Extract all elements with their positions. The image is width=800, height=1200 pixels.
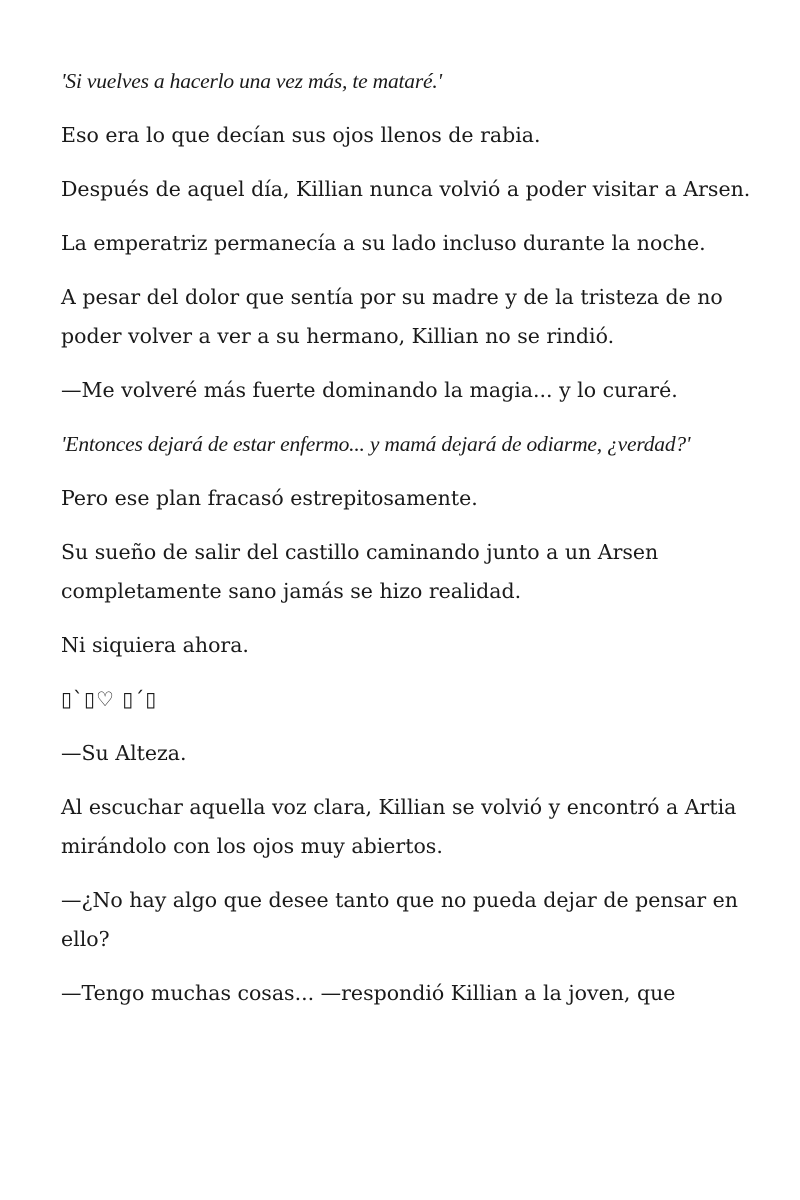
dialogue-2: —Su Alteza. (61, 741, 187, 765)
italic-thought-1: 'Si vuelves a hacerlo una vez más, te mataré.' (61, 69, 442, 93)
paragraph-6: Su sueño de salir del castillo caminando junto a un Arsen completamente sano jamás se hizo realidad. (61, 540, 659, 603)
paragraph-1: Eso era lo que decían sus ojos llenos de rabia. (61, 123, 541, 147)
dialogue-3: —¿No hay algo que desee tanto que no pueda dejar de pensar en ello? (61, 888, 738, 951)
dialogue-1: —Me volveré más fuerte dominando la magia... y lo curaré. (61, 378, 678, 402)
paragraph-3: La emperatriz permanecía a su lado incluso durante la noche. (61, 231, 706, 255)
italic-thought-2: 'Entonces dejará de estar enfermo... y mamá dejará de odiarme, ¿verdad?' (61, 432, 691, 456)
paragraph-4: A pesar del dolor que sentía por su madre y de la tristeza de no poder volver a ver a su hermano, Killian no se rindió. (61, 285, 723, 348)
paragraph-7: Ni siquiera ahora. (61, 633, 249, 657)
dialogue-4: —Tengo muchas cosas... —respondió Killian a la joven, que (61, 981, 676, 1005)
scene-divider: ▯`▯♡ ▯´▯ (61, 687, 158, 711)
reader-page (61, 62, 751, 1028)
paragraph-2: Después de aquel día, Killian nunca volvió a poder visitar a Arsen. (61, 177, 751, 201)
paragraph-5: Pero ese plan fracasó estrepitosamente. (61, 486, 478, 510)
paragraph-8: Al escuchar aquella voz clara, Killian se volvió y encontró a Artia mirándolo con los ojos muy abiertos. (61, 795, 737, 858)
